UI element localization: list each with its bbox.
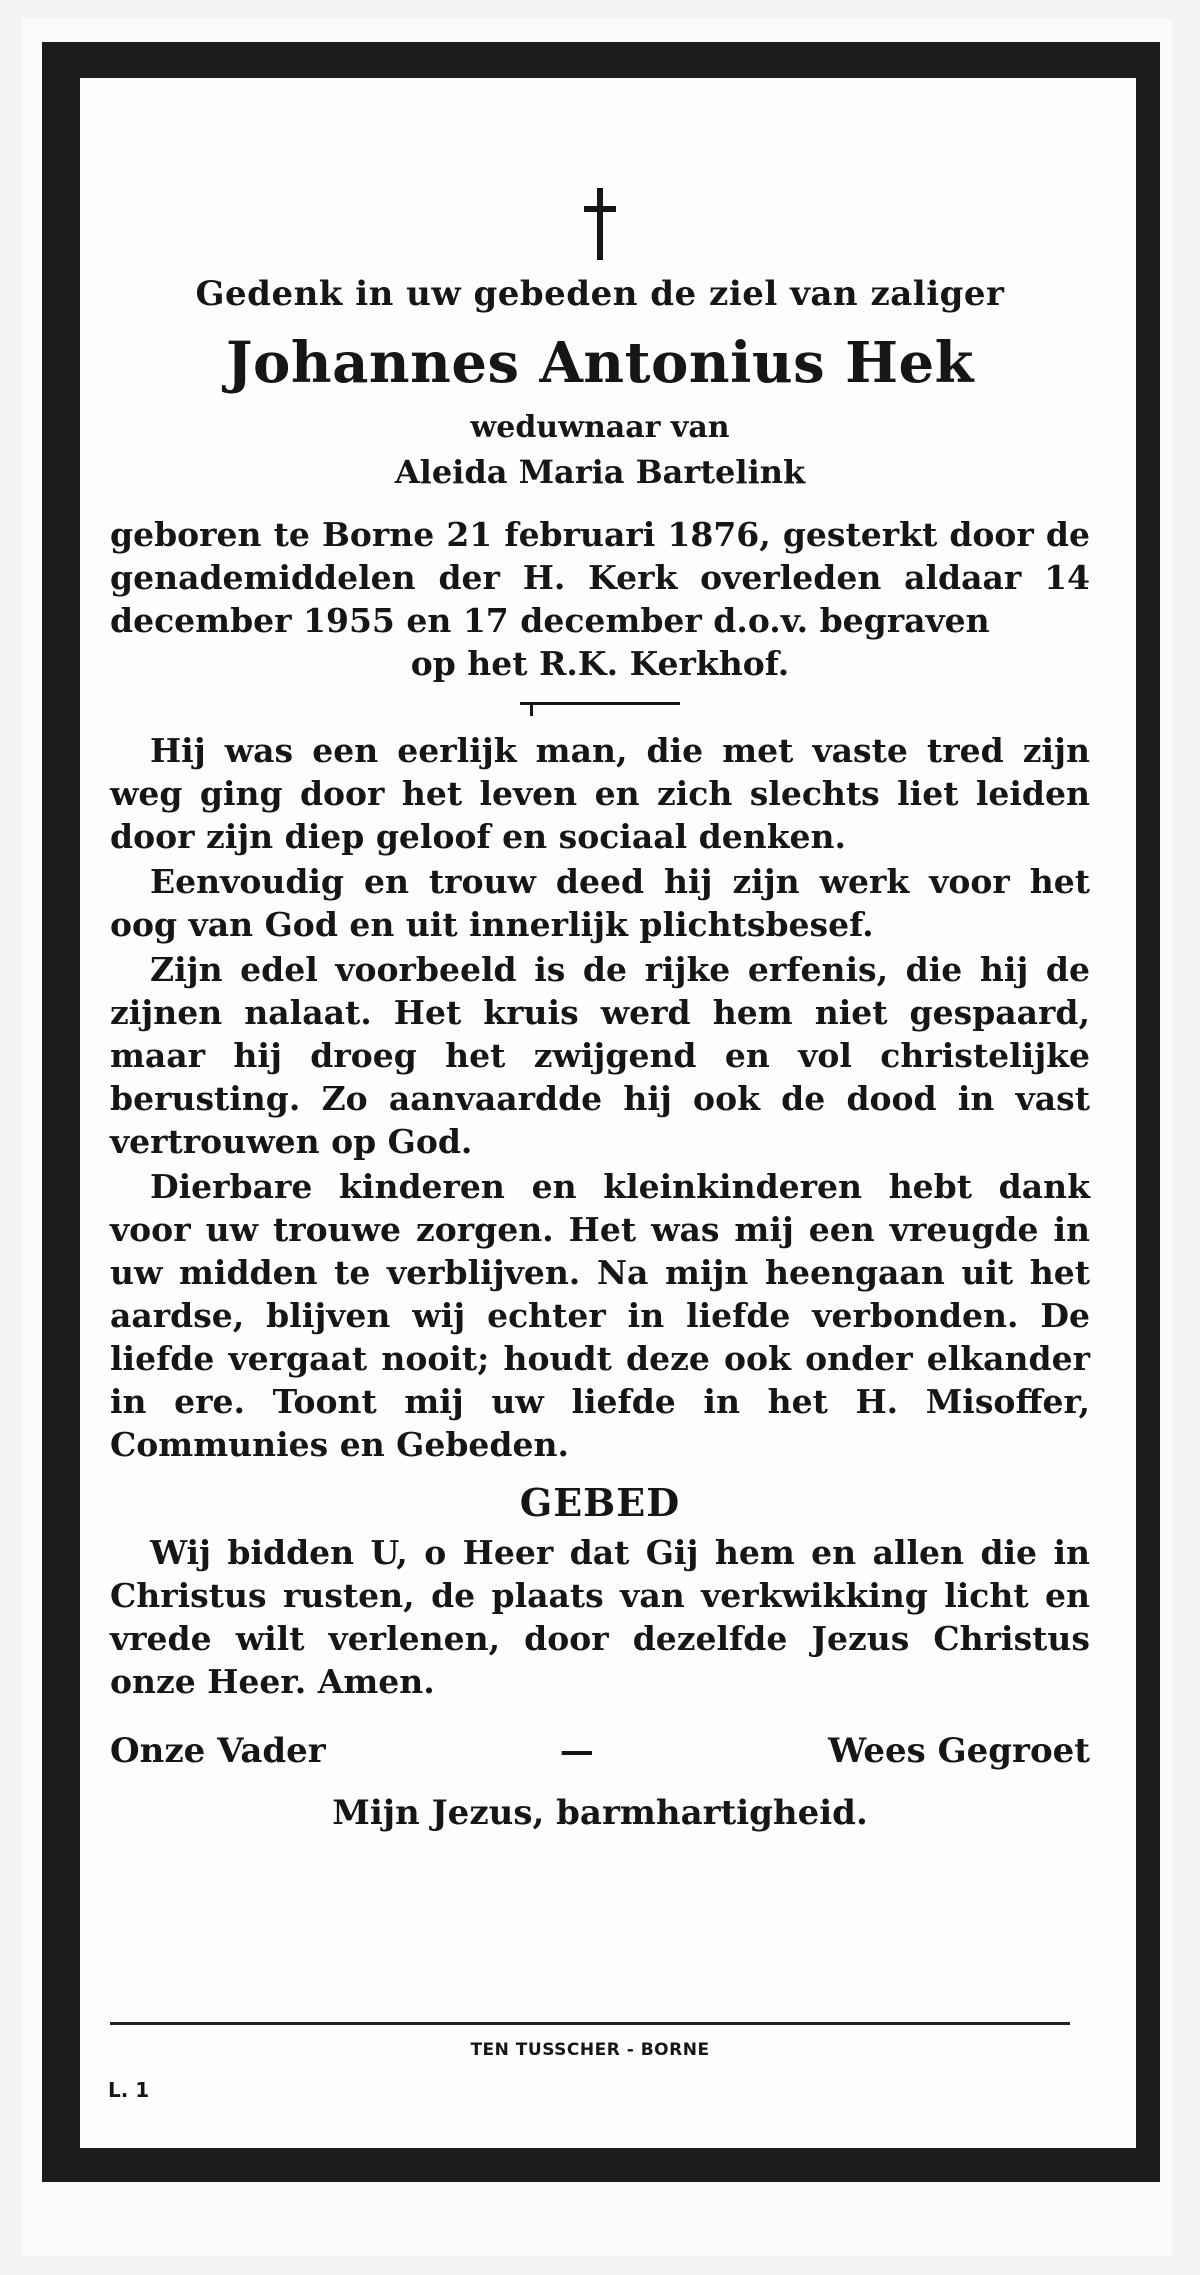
intro-line: Gedenk in uw gebeden de ziel van zaliger <box>195 274 1005 314</box>
cross-icon <box>580 188 620 260</box>
prayer-text: Wij bidden U, o Heer dat Gij hem en allen die in Christus rusten, de plaats van verkwikking licht en vrede wilt verlenen, door dezelfde Jezus Christus onze Heer. Amen. <box>110 1533 1090 1701</box>
deceased-name: Johannes Antonius Hek <box>226 330 974 396</box>
tribute-paragraph: Zijn edel voorbeeld is de rijke erfenis, die hij de zijnen nalaat. Het kruis werd hem niet gespaard, maar hij droeg het zwijgend en vol christelijke berusting. Zo aanvaardde hij ook de dood in vast vertrouwen op God. <box>110 950 1090 1161</box>
closing-right: Wees Gegroet <box>827 1731 1090 1771</box>
tribute-paragraph: Hij was een eerlijk man, die met vaste tred zijn weg ging door het leven en zich slechts liet leiden door zijn diep geloof en sociaal denken. <box>110 731 1090 856</box>
closing-prayers-row <box>110 1731 1090 1771</box>
closing-final: Mijn Jezus, barmhartigheid. <box>332 1793 868 1833</box>
closing-left: Onze Vader <box>110 1731 326 1771</box>
spouse-name: Aleida Maria Bartelink <box>394 453 806 491</box>
relation-line: weduwnaar van <box>470 410 730 445</box>
tribute-paragraph: Eenvoudig en trouw deed hij zijn werk voor het oog van God en uit innerlijk plichtsbesef. <box>110 862 1090 944</box>
biography-last-line: op het R.K. Kerkhof. <box>410 644 790 683</box>
closing-dash: — <box>559 1731 594 1771</box>
biography-text: geboren te Borne 21 februari 1876, gesterkt door de genademiddelen der H. Kerk overleden aldaar 14 december 1955 en 17 december d.o.v. begraven <box>110 515 1090 640</box>
tribute-paragraph: Dierbare kinderen en kleinkinderen hebt dank voor uw trouwe zorgen. Het was mij een vreugde in uw midden te verblijven. Na mijn heengaan uit het aardse, blijven wij echter in liefde verbonden. De liefde vergaat nooit; houdt deze ook onder elkander in ere. Toont mij uw liefde in het H. Misoffer, Communies en Gebeden. <box>110 1167 1090 1464</box>
footer-rule <box>110 2022 1070 2025</box>
divider-cross-icon <box>520 699 680 719</box>
prayer-title: GEBED <box>519 1480 681 1525</box>
card-code: L. 1 <box>108 2078 150 2102</box>
prayer <box>110 1531 1090 1703</box>
tribute-text <box>110 729 1090 1466</box>
printer-credit: TEN TUSSCHER - BORNE <box>470 2040 710 2060</box>
memorial-card-content <box>110 170 1090 1833</box>
biography <box>110 513 1090 685</box>
